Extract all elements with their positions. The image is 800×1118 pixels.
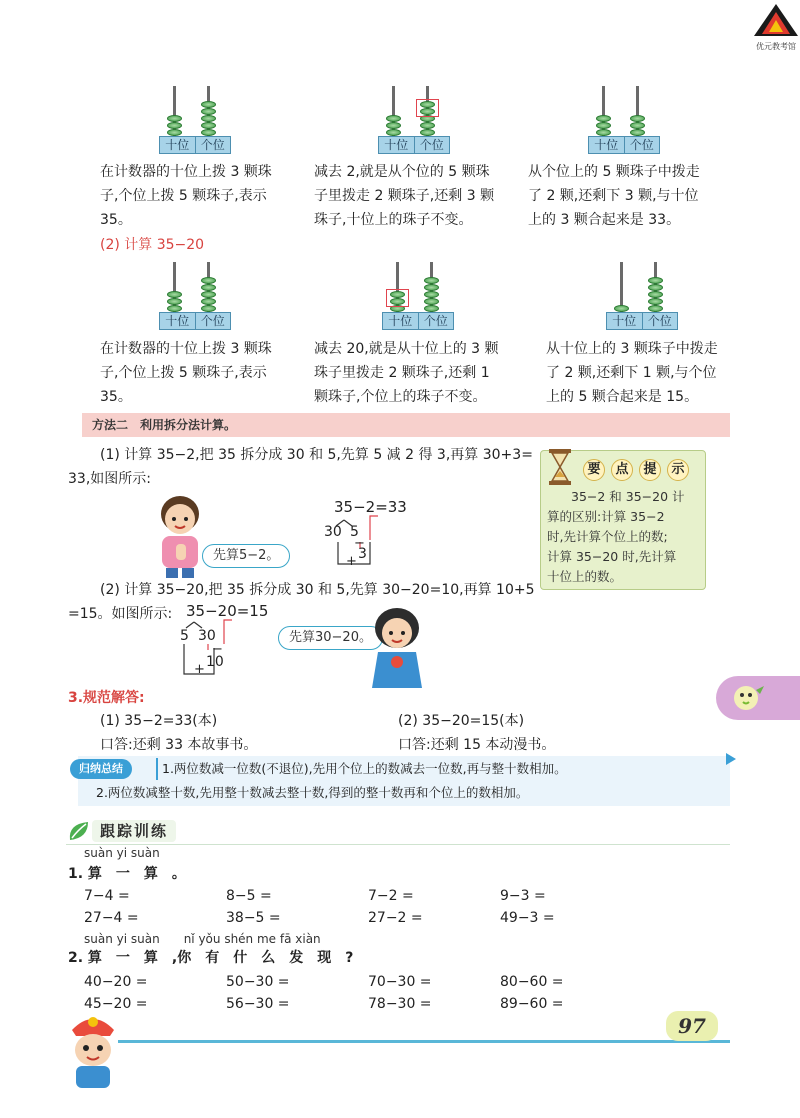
equation-35-20: 35−20=15	[186, 602, 269, 620]
summary-label: 归纳总结	[70, 759, 132, 779]
exercise: 50−30 =	[226, 974, 290, 990]
answer-q2-oral: 口答:还剩 15 本动漫书。	[398, 737, 556, 753]
part-5: 5	[180, 628, 189, 644]
tip-title-char: 点	[611, 459, 633, 481]
boy-icon	[150, 492, 210, 580]
text-line: 减去 20,就是从十位上的 3 颗	[314, 341, 499, 357]
tip-body	[547, 487, 703, 587]
exercise: 56−30 =	[226, 996, 290, 1012]
logo-caption: 优元教考馆	[756, 42, 796, 51]
text-line: 子,个位上拨 5 颗珠子,表示	[100, 188, 267, 204]
text-line: 上的 5 颗合起来是 15。	[546, 389, 699, 405]
page-number: 97	[666, 1011, 718, 1041]
answer-q1-oral: 口答:还剩 33 本故事书。	[100, 737, 258, 753]
tip-title-char: 示	[667, 459, 689, 481]
text-line: 子里拨走 2 颗珠子,还剩 3 颗	[314, 188, 495, 204]
tens-label: 十位	[165, 138, 190, 152]
removed-beads-highlight	[386, 289, 409, 307]
key-points-tip-box	[540, 450, 706, 590]
exercise: 89−60 =	[500, 996, 564, 1012]
bubble-first-5-minus-2: 先算5−2。	[202, 544, 290, 568]
summary-line-2: 2.两位数减整十数,先用整十数减去整十数,得到的整十数再和个位上的数相加。	[96, 785, 529, 800]
text-line: 33,如图所示:	[68, 471, 151, 487]
text-line: 35。	[100, 389, 132, 405]
exercise: 40−20 =	[84, 974, 148, 990]
part-5: 5	[350, 524, 359, 540]
text-line: 珠子,十位上的珠子不变。	[314, 212, 473, 228]
exercise: 38−5 =	[226, 910, 281, 926]
minus-sign: −	[354, 536, 365, 551]
q1-title: 1. 算 一 算 。	[68, 866, 186, 882]
tip-title-char: 提	[639, 459, 661, 481]
exercise: 70−30 =	[368, 974, 432, 990]
method2-paragraph-1	[68, 443, 538, 491]
tip-line: 十位上的数。	[547, 569, 623, 584]
plus-sign: +	[194, 662, 205, 677]
decompose-diagram-2	[172, 600, 282, 680]
abacus-35-b	[159, 262, 231, 332]
exercise: 49−3 =	[500, 910, 555, 926]
part2-col3	[546, 337, 746, 409]
tens-label: 十位	[594, 138, 619, 152]
side-tab	[716, 676, 800, 720]
exercise: 78−30 =	[368, 996, 432, 1012]
q2-title: 2. 算 一 算 ,你 有 什 么 发 现 ?	[68, 950, 354, 966]
exercise: 7−2 =	[368, 888, 414, 904]
publisher-logo	[752, 2, 800, 52]
abacus-35-minus-20	[382, 262, 454, 332]
text-line: 子,个位上拨 5 颗珠子,表示	[100, 365, 267, 381]
girl-icon	[364, 606, 430, 690]
abacus-35-minus-2	[378, 86, 450, 156]
exercise: 27−2 =	[368, 910, 423, 926]
exercise: 80−60 =	[500, 974, 564, 990]
abacus-35	[159, 86, 231, 156]
method-two-bar	[82, 413, 730, 437]
leaf-icon	[66, 818, 92, 844]
tip-line: 35−2 和 35−20 计	[571, 489, 685, 504]
mascot-illustration	[62, 1012, 124, 1092]
bird-icon	[728, 680, 768, 716]
part-30: 30	[324, 524, 342, 540]
text-line: 在计数器的十位上拨 3 颗珠	[100, 341, 272, 357]
q2-pinyin: suàn yi suàn nǐ yǒu shén me fā xiàn	[84, 932, 321, 946]
summary-line-1: 1.两位数减一位数(不退位),先用个位上的数减去一位数,再与整十数相加。	[156, 758, 567, 780]
girl-illustration	[364, 606, 430, 690]
answer-q2: (2) 35−20=15(本)	[398, 713, 525, 729]
result-3: 3	[358, 546, 367, 562]
practice-header	[66, 818, 266, 844]
text-line: (1) 计算 35−2,把 35 拆分成 30 和 5,先算 5 减 2 得 3,再算 30+3=	[100, 447, 533, 463]
abacus-15	[606, 262, 678, 332]
footer-line	[118, 1040, 730, 1043]
text-line: 了 2 颗,还剩下 3 颗,与十位	[528, 188, 699, 204]
answer-q1: (1) 35−2=33(本)	[100, 713, 218, 729]
tip-line: 计算 35−20 时,先计算	[547, 549, 677, 564]
minus-sign: −	[212, 642, 223, 657]
method2-paragraph-2	[68, 578, 538, 626]
text-line: 从十位上的 3 颗珠子中拨走	[546, 341, 718, 357]
tens-label: 十位	[388, 314, 413, 328]
logo-triangle-icon	[752, 2, 800, 38]
ones-label: 个位	[195, 137, 231, 153]
answer-title: 3.规范解答:	[68, 690, 145, 706]
tens-label: 十位	[612, 314, 637, 328]
text-line: 减去 2,就是从个位的 5 颗珠	[314, 164, 490, 180]
tens-label: 十位	[165, 314, 190, 328]
exercise: 45−20 =	[84, 996, 148, 1012]
part2-col2	[314, 337, 534, 409]
part1-col2	[314, 160, 524, 232]
text-line: 珠子里拨走 2 颗珠子,还剩 1	[314, 365, 490, 381]
part1-col1	[100, 160, 300, 232]
ones-label: 个位	[624, 137, 660, 153]
text-line: =15。如图所示:	[68, 606, 173, 622]
tip-title	[583, 459, 689, 481]
practice-title: 跟踪训练	[92, 820, 176, 842]
part1-col3	[528, 160, 738, 232]
removed-beads-highlight	[416, 99, 439, 117]
bubble-first-30-minus-20: 先算30−20。	[278, 626, 383, 650]
ones-label: 个位	[642, 313, 678, 329]
boy-illustration	[150, 492, 210, 580]
part2-title: (2) 计算 35−20	[100, 237, 205, 253]
ones-label: 个位	[195, 313, 231, 329]
ones-label: 个位	[418, 313, 454, 329]
exercise: 27−4 =	[84, 910, 139, 926]
part-30: 30	[198, 628, 216, 644]
text-line: (2) 计算 35−20,把 35 拆分成 30 和 5,先算 30−20=10,再算 10+5	[100, 582, 535, 598]
equation-35-2: 35−2=33	[334, 498, 407, 516]
ones-label: 个位	[414, 137, 450, 153]
tip-line: 时,先计算个位上的数;	[547, 529, 668, 544]
exercise: 9−3 =	[500, 888, 546, 904]
text-line: 从个位上的 5 颗珠子中拨走	[528, 164, 700, 180]
method-two-title: 方法二 利用拆分法计算。	[92, 418, 237, 432]
mascot-icon	[62, 1012, 124, 1092]
tip-line: 算的区别:计算 35−2	[547, 509, 665, 524]
tens-label: 十位	[384, 138, 409, 152]
text-line: 上的 3 颗合起来是 33。	[528, 212, 681, 228]
text-line: 颗珠子,个位上的珠子不变。	[314, 389, 487, 405]
hourglass-icon	[547, 447, 573, 487]
practice-underline	[66, 844, 730, 845]
result-10: 10	[206, 654, 224, 670]
summary-bar	[78, 756, 730, 806]
tip-title-char: 要	[583, 459, 605, 481]
text-line: 了 2 颗,还剩下 1 颗,与个位	[546, 365, 717, 381]
exercise: 7−4 =	[84, 888, 130, 904]
part2-col1	[100, 337, 300, 409]
summary-arrow-icon	[726, 753, 736, 765]
abacus-33	[588, 86, 660, 156]
plus-sign: +	[346, 554, 357, 569]
text-line: 35。	[100, 212, 132, 228]
exercise: 8−5 =	[226, 888, 272, 904]
decompose-diagram-1	[318, 496, 428, 576]
text-line: 在计数器的十位上拨 3 颗珠	[100, 164, 272, 180]
q1-pinyin: suàn yi suàn	[84, 846, 160, 860]
